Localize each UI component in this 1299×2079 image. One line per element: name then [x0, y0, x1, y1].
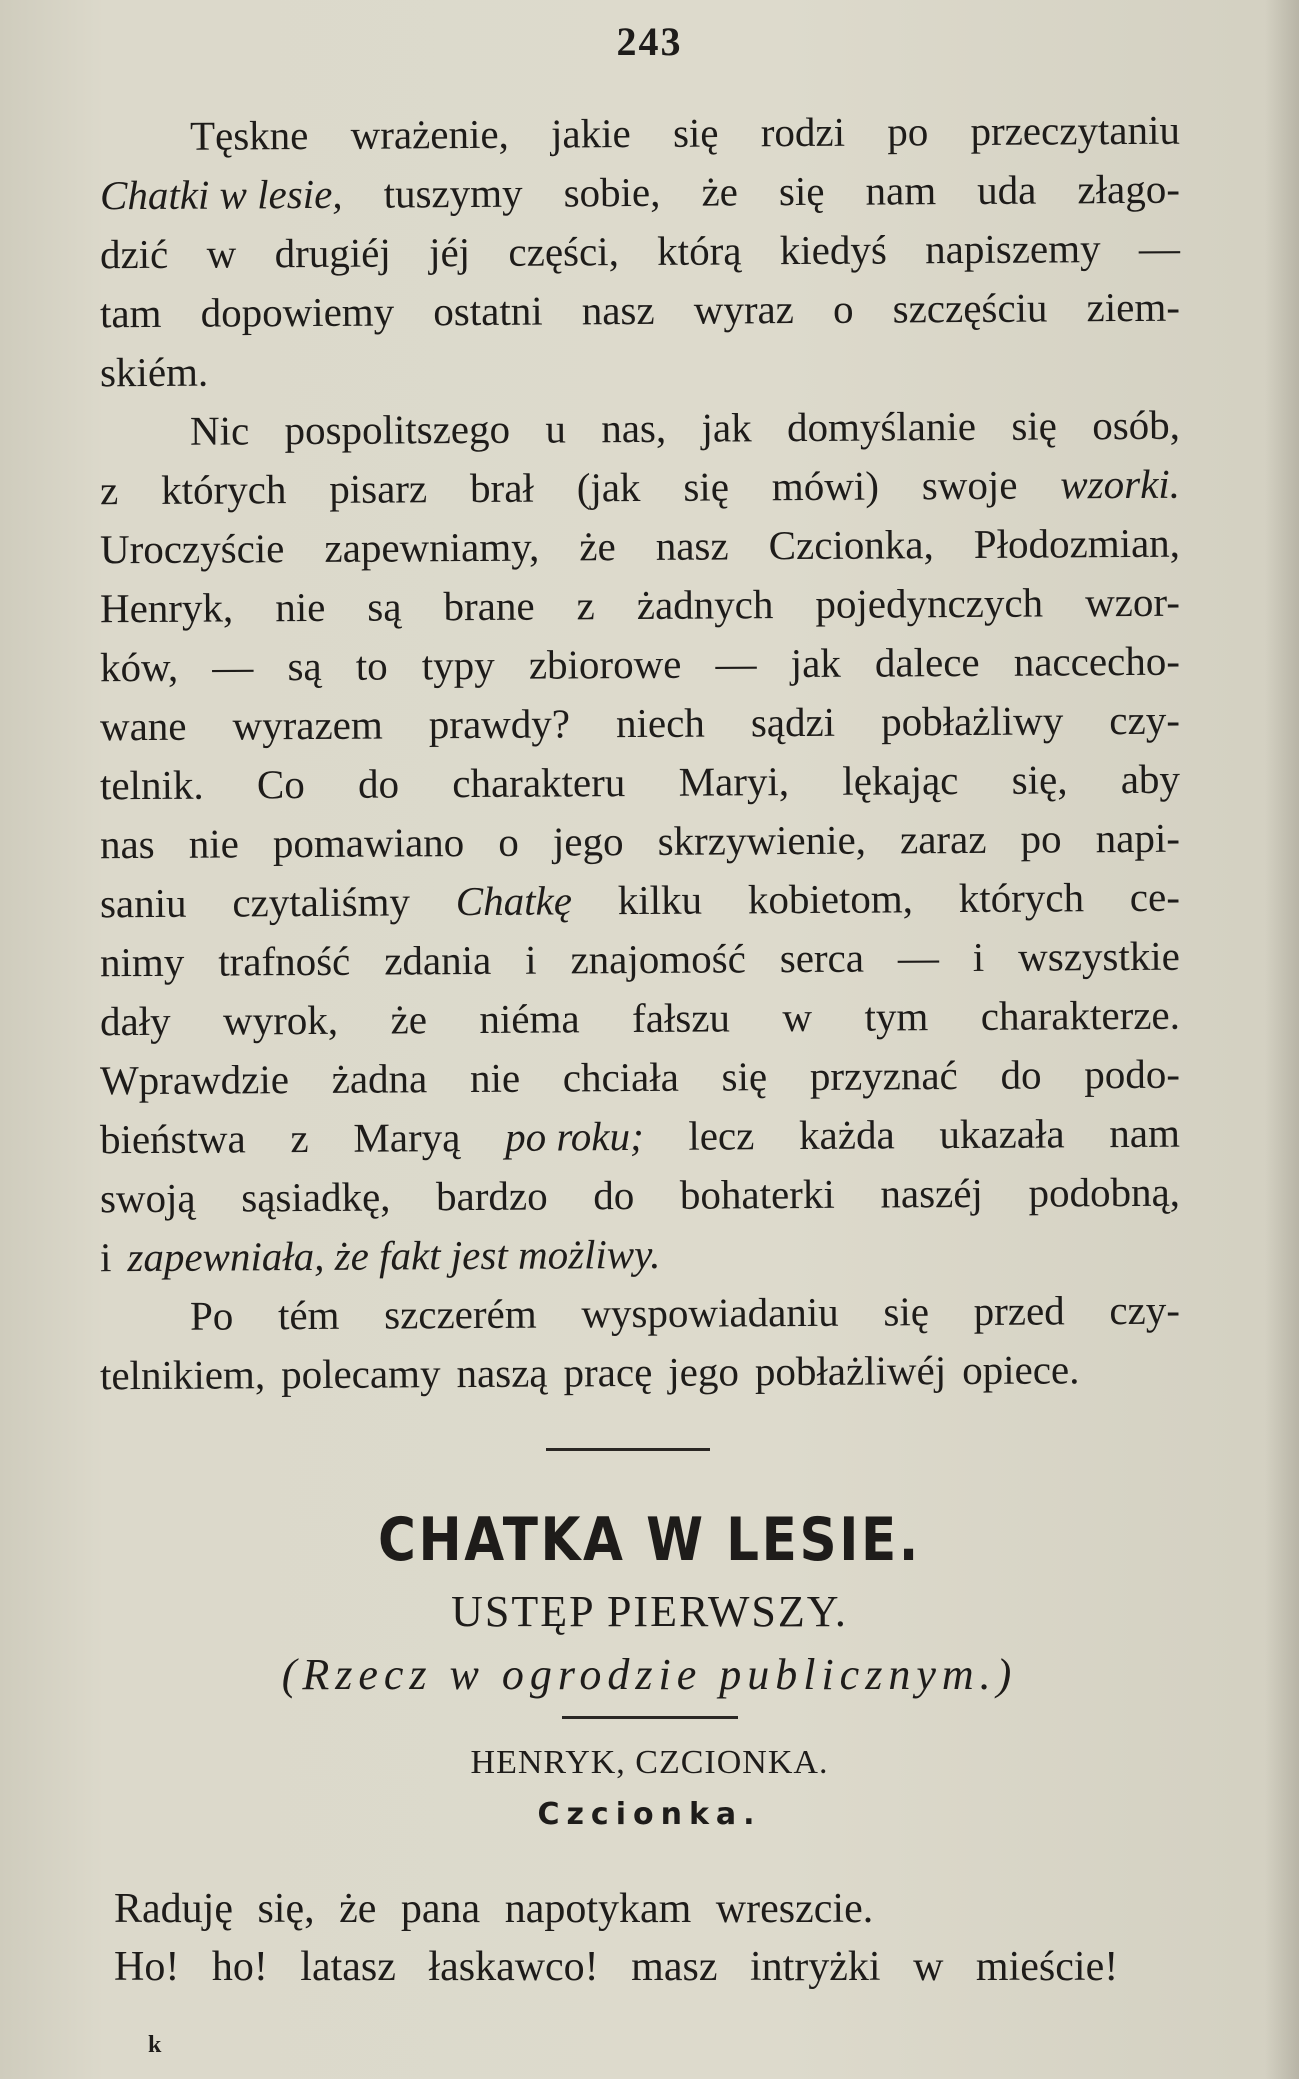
word: — [715, 640, 757, 687]
word: naszéj [880, 1169, 984, 1217]
text-line [100, 396, 1180, 462]
word: z [290, 1115, 309, 1162]
word: rodzi [760, 108, 846, 156]
word: wyrazem [232, 701, 383, 749]
word: są [287, 642, 322, 690]
text-line [100, 1281, 1180, 1347]
word: w [206, 230, 237, 277]
text-line [100, 514, 1180, 580]
word: jak [790, 639, 841, 687]
word: charakterze. [980, 991, 1181, 1039]
word: wzor- [1084, 578, 1181, 626]
word: typy [421, 641, 495, 689]
word: brane [443, 582, 535, 630]
word: niéma [479, 995, 580, 1042]
text-line [100, 632, 1180, 698]
word: wszystkie [1018, 932, 1181, 980]
text-line [100, 573, 1180, 639]
text-line [100, 337, 1180, 403]
word: się [721, 1053, 768, 1100]
word: dały [99, 997, 171, 1045]
word: napiszemy [925, 225, 1101, 273]
word: Wprawdzie [99, 1056, 290, 1104]
text-line [100, 691, 1180, 757]
word: wyraz [693, 286, 795, 333]
text-line [100, 927, 1180, 993]
word: że [701, 168, 739, 215]
word: polecamy [280, 1350, 441, 1398]
word: się [778, 167, 825, 215]
word: kilku [617, 876, 703, 924]
section-divider [546, 1448, 710, 1451]
word: czy- [1109, 1286, 1181, 1334]
word: czytaliśmy [232, 878, 411, 926]
text-line [100, 1222, 1180, 1288]
text-line [100, 986, 1180, 1052]
word: tuszymy [383, 169, 523, 217]
word: się [672, 109, 719, 156]
word: sąsiadkę, [241, 1173, 391, 1221]
word: pospolitszego [284, 405, 511, 454]
word: — [212, 643, 254, 690]
text-line [100, 219, 1180, 285]
word: jéj [428, 229, 471, 276]
word: ce- [1129, 873, 1181, 921]
characters-list: HENRYK, CZCIONKA. [470, 1744, 829, 1781]
word: z [99, 467, 119, 514]
word: Maryi, [678, 758, 790, 805]
text-line [100, 750, 1180, 816]
text-line [100, 809, 1180, 875]
word: nas, [601, 404, 667, 452]
word: uda [977, 166, 1037, 213]
word: opiece. [962, 1346, 1080, 1394]
word: nasz [655, 522, 729, 569]
word: serca [779, 934, 865, 982]
word: Henryk, [99, 584, 234, 632]
word: bieństwa [99, 1115, 246, 1163]
word: Maryą [353, 1114, 461, 1161]
word: po [1020, 815, 1062, 862]
word: sądzi [750, 698, 836, 746]
word: dopowiemy [200, 288, 395, 336]
word: u [545, 405, 567, 452]
word: wzorki. [1060, 460, 1181, 508]
scene-note: (Rzecz w ogrodzie publicznym.) [281, 1650, 1018, 1699]
word: których [160, 466, 287, 513]
word: niech [615, 699, 705, 747]
text-line [100, 868, 1180, 934]
page-number: 243 [616, 19, 683, 64]
word: pomawiano [272, 819, 465, 867]
word: Chatki w lesie, [99, 170, 343, 219]
word: domyślanie [786, 402, 977, 451]
word: jak [701, 404, 752, 451]
word: podobną, [1028, 1168, 1181, 1216]
word: których [958, 874, 1085, 922]
preface-text [100, 104, 1180, 1402]
word: saniu [99, 879, 187, 927]
work-title: CHATKA W LESIE. [377, 1505, 921, 1575]
word: znajomość [570, 935, 746, 983]
word: i [525, 936, 537, 983]
word: aby [1120, 755, 1181, 803]
word: Uroczyście [99, 525, 285, 573]
text-line [100, 1045, 1180, 1111]
word: napi- [1095, 814, 1181, 862]
word: drugiéj [274, 229, 391, 277]
word: Czcionka, [768, 521, 934, 569]
word: ostatni [433, 287, 543, 335]
signature-mark: k [148, 2032, 162, 2058]
word: bardzo [435, 1172, 548, 1220]
word: charakteru [452, 759, 626, 807]
word: zdania [384, 936, 492, 984]
word: naccecho- [1013, 637, 1181, 685]
word: przed [973, 1287, 1065, 1334]
word: — [1138, 224, 1181, 271]
word: ziem- [1086, 283, 1181, 331]
word: złago- [1077, 165, 1181, 213]
word: pracę [563, 1348, 653, 1396]
word: są [367, 583, 402, 630]
word: nimy [99, 938, 185, 986]
word: zapewniała, że fakt jest możliwy. [127, 1230, 661, 1281]
word: zapewniamy, [324, 523, 540, 571]
word: naszą [456, 1349, 548, 1397]
word: się [1011, 402, 1058, 449]
word: Chatkę [455, 877, 573, 925]
word: przyznać [809, 1052, 958, 1099]
word: przeczytaniu [970, 106, 1181, 154]
word: trafność [218, 937, 351, 985]
word: wane [99, 702, 187, 750]
word: części, [508, 228, 619, 275]
word: ukazała [939, 1110, 1065, 1158]
text-line [100, 455, 1180, 521]
word: którą [657, 227, 742, 274]
word: — [897, 934, 940, 981]
text-line [100, 1163, 1180, 1229]
word: po roku; [504, 1112, 644, 1160]
word: z [576, 582, 595, 629]
part-title: USTĘP PIERWSZY. [451, 1587, 848, 1636]
word: mówi) [771, 462, 880, 510]
word: się, [1011, 756, 1068, 803]
word: nasz [581, 286, 655, 334]
word: chciała [562, 1053, 680, 1101]
word: Po [189, 1292, 234, 1339]
word: telnik. [99, 761, 204, 809]
word: nie [188, 820, 239, 867]
word: kiedyś [779, 226, 888, 274]
word: brał [469, 464, 534, 512]
word: szczerém [384, 1290, 537, 1338]
word: do [593, 1172, 635, 1219]
word: w [782, 993, 813, 1041]
word: żadna [331, 1055, 428, 1102]
word: jakie [550, 110, 631, 157]
word: Nic [189, 407, 250, 454]
word: i [99, 1234, 112, 1281]
word: jego [668, 1348, 740, 1395]
word: tam [99, 289, 162, 337]
word: pojedynczych [815, 579, 1044, 627]
verse-line: Raduję się, że pana napotykam wreszcie. [114, 1886, 874, 1932]
word: czy- [1109, 696, 1181, 744]
word: nam [1109, 1109, 1181, 1157]
word: kobietom, [747, 875, 914, 923]
text-line [100, 101, 1180, 167]
word: że [579, 523, 616, 570]
word: wrażenie, [350, 110, 509, 158]
word: tém [277, 1291, 340, 1339]
word: wyspowiadaniu [581, 1288, 839, 1337]
word: żadnych [636, 581, 774, 629]
word: skiém. [99, 348, 209, 396]
word: do [1000, 1051, 1042, 1098]
dialogue-verse [114, 1880, 1194, 1996]
word: nas [99, 820, 155, 868]
word: sobie, [563, 168, 661, 216]
word: tym [864, 993, 929, 1040]
chapter-heading [0, 1502, 1299, 1841]
word: wyrok, [222, 996, 339, 1044]
word: zbiorowe [528, 640, 682, 688]
word: jego [552, 818, 624, 865]
word: o [832, 285, 854, 332]
word: dzić [99, 230, 169, 278]
word: lecz [688, 1112, 755, 1159]
word: Co [256, 761, 305, 808]
word: Płodozmian, [973, 519, 1181, 567]
text-line [100, 1340, 1180, 1406]
word: bohaterki [679, 1170, 835, 1218]
word: się [683, 463, 730, 510]
word: pobłażliwy [880, 697, 1064, 745]
word: każda [798, 1111, 895, 1159]
word: i [972, 933, 985, 980]
word: szczęściu [892, 284, 1048, 332]
word: po [887, 108, 929, 155]
word: do [357, 760, 400, 807]
text-line [100, 160, 1180, 226]
word: swoje [921, 461, 1018, 509]
word: pobłażliwéj [754, 1347, 947, 1395]
word: że [390, 996, 428, 1043]
word: osób, [1092, 401, 1181, 449]
word: swoją [99, 1174, 196, 1222]
word: o [498, 818, 519, 865]
speaker-name: Czcionka. [537, 1797, 762, 1832]
word: to [355, 642, 388, 689]
heading-divider [562, 1716, 738, 1719]
word: fałszu [631, 994, 731, 1042]
word: podo- [1084, 1050, 1181, 1098]
word: telnikiem, [99, 1351, 266, 1399]
word: nie [275, 583, 326, 631]
word: ków, [99, 643, 179, 691]
word: dalece [874, 638, 980, 686]
word: (jak [576, 463, 641, 511]
word: lękając [842, 757, 959, 804]
text-line [100, 278, 1180, 344]
word: nam [865, 167, 937, 214]
verse-line: Ho! ho! latasz łaskawco! masz intryżki w mieście! [114, 1944, 1119, 1990]
word: zaraz [899, 815, 987, 863]
word: nie [469, 1054, 521, 1102]
word: skrzywienie, [657, 816, 867, 864]
word: Tęskne [189, 112, 309, 159]
word: pisarz [329, 465, 428, 512]
word: prawdy? [428, 700, 571, 748]
text-line [100, 1104, 1180, 1170]
word: się [883, 1288, 930, 1335]
